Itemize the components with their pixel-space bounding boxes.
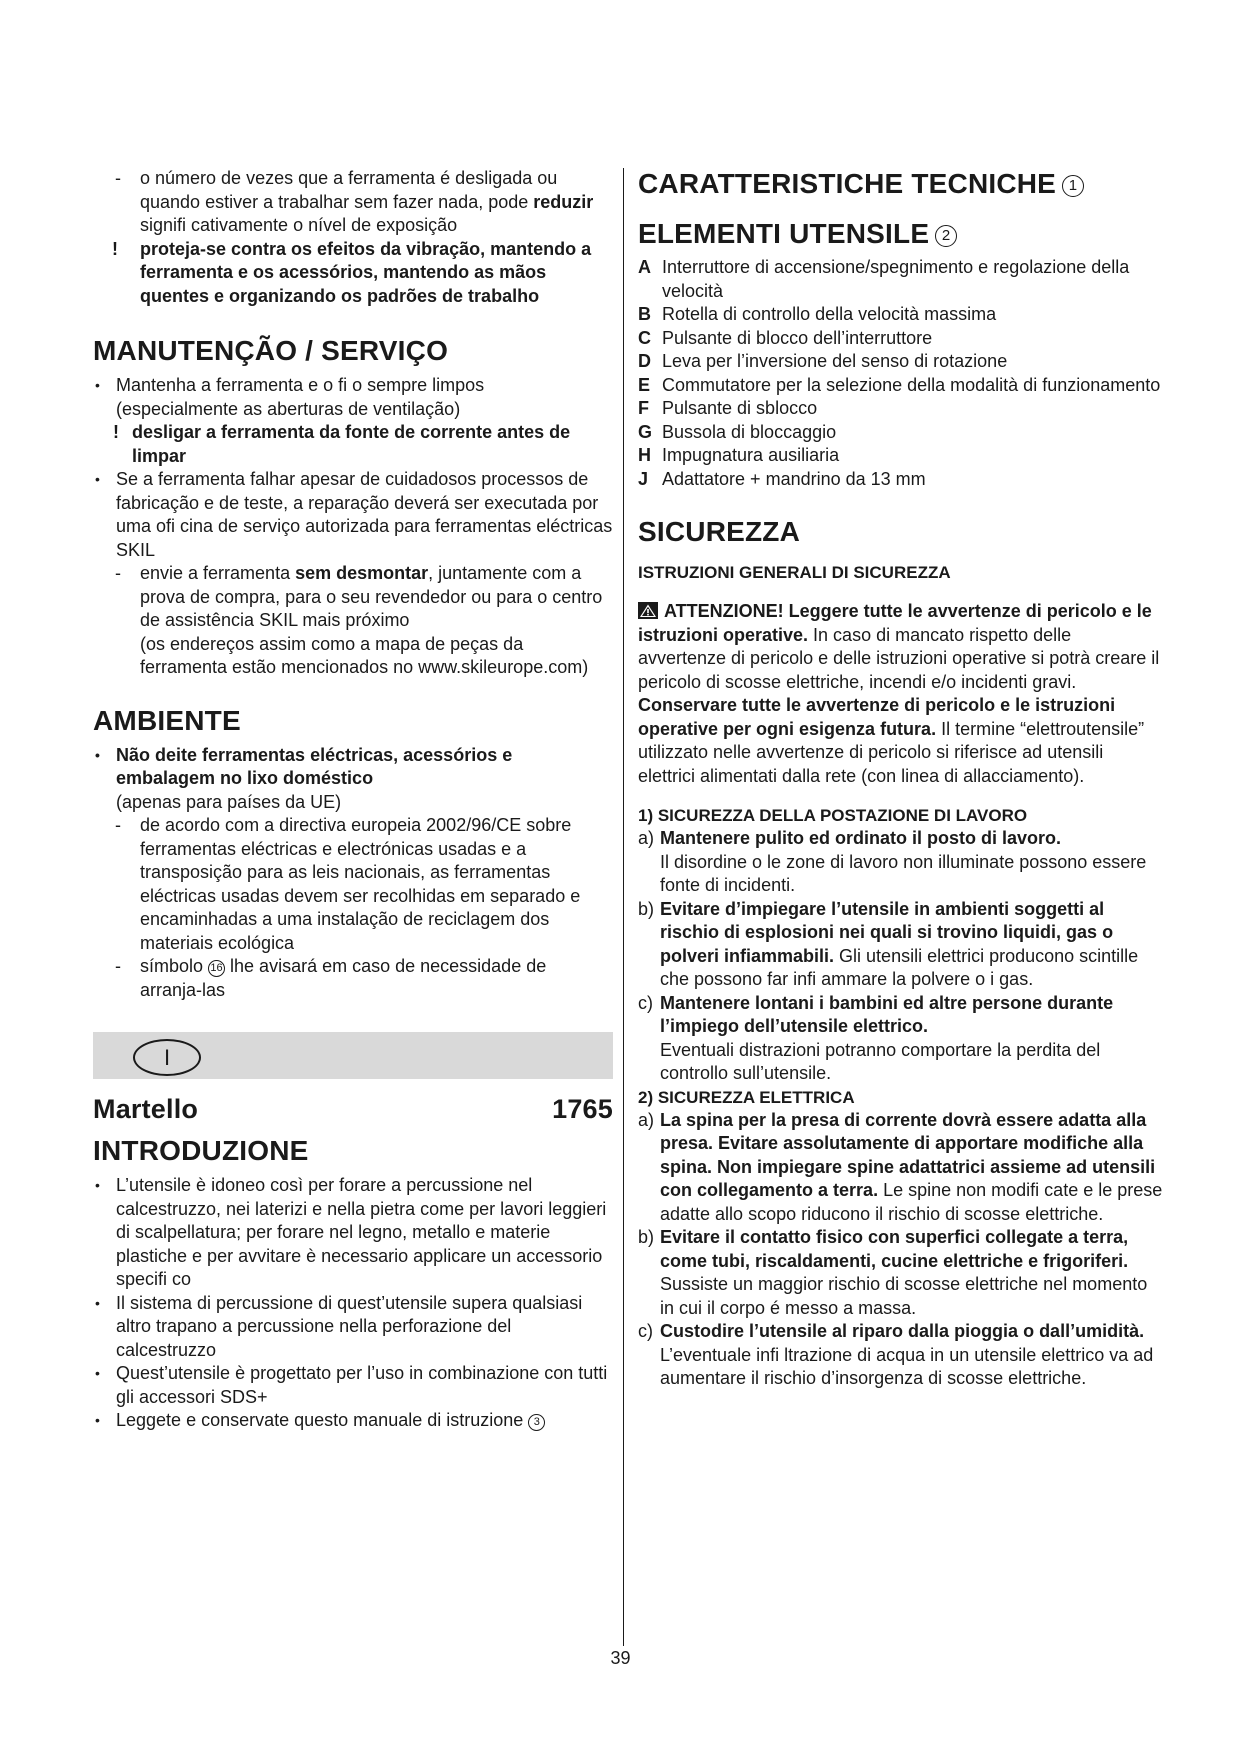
maintenance-heading: MANUTENÇÃO / SERVIÇO	[93, 335, 449, 366]
electrical-item-a: a) La spina per la presa di corrente dovrà essere adatta alla presa. Evitare assolutamente di apportare modifiche alla spina. Non impiegare spine adattatrici assieme ad utensili con collegamento a terra. Le spine non modifi cate e le prese adatte allo scopo riducono il rischio di scosse elettriche.	[638, 1109, 1163, 1224]
vibration-warning: ! proteja-se contra os efeitos da vibração, mantendo a ferramenta e os acessórios, mantendo as mãos quentes e organizando os padrões de trabalho	[112, 238, 592, 306]
manual-ref-icon: 3	[528, 1414, 545, 1431]
workplace-item-c: c) Mantenere lontani i bambini ed altre persone durante l’impiego dell’utensile elettrico. Eventuali distrazioni potranno comportare la perdita del controllo sull’utensile.	[638, 992, 1114, 1083]
element-item: B Rotella di controllo della velocità massima	[638, 304, 997, 324]
maintenance-bullet-2: • Se a ferramenta falhar apesar de cuidadosos processos de fabricação e de teste, a reparação deverá ser executada por uma ofi cina de serviço autorizada para ferramentas eléctricas SKIL	[95, 469, 613, 560]
environment-heading: AMBIENTE	[93, 704, 241, 736]
environment-dash-2: - símbolo 16 lhe avisará em caso de necessidade de arranja-las	[115, 956, 547, 1000]
intro-bullet-4: • Leggete e conservate questo manuale di istruzione 3	[93, 1409, 613, 1433]
maintenance-dash-item: - envie a ferramenta sem desmontar, juntamente com a prova de compra, para o seu revendedor ou para o centro de assistência SKIL mais próximo	[115, 563, 603, 630]
intro-bullet-3: • Quest’utensile è progettato per l’uso in combinazione con tutti gli accessori SDS+	[95, 1363, 608, 1407]
electrical-item-c: c) Custodire l’utensile al riparo dalla pioggia o dall’umidità. L’eventuale infi ltrazione di acqua in un utensile elettrico va ad aumentare il rischio d’insorgenza di scosse elettriche.	[638, 1321, 1154, 1388]
environment-bullet: • Não deite ferramentas eléctricas, acessórios e embalagem no lixo doméstico	[95, 744, 513, 788]
model-number: 1765	[552, 1094, 613, 1124]
intro-heading: INTRODUZIONE	[93, 1135, 309, 1166]
left-column	[93, 167, 613, 1433]
electrical-item-b: b) Evitare il contatto fisico con superfici collegate a terra, come tubi, riscaldamenti, cucine elettriche e frigoriferi. Sussiste un maggior rischio di scosse elettriche nel momento in cui il corpo é messo a massa.	[638, 1227, 1148, 1318]
column-divider	[623, 168, 624, 1646]
general-safety-heading: ISTRUZIONI GENERALI DI SICUREZZA	[638, 563, 951, 582]
general-warning-paragraph: ATTENZIONE! Leggere tutte le avvertenze di pericolo e le istruzioni operative. In caso di mancato rispetto delle avvertenze di pericolo e delle istruzioni operative si potrà creare il pericolo di scosse elettriche, incendi e/o incidenti gravi. Conservare tutte le avvertenze di pericolo e le istruzioni operative per ogni esigenza futura. Il termine “elettroutensile” utilizzato nelle avvertenze di pericolo si riferisce ad utensili elettrici alimentati dalla rete (con linea di allacciamento).	[638, 601, 1160, 786]
element-item: G Bussola di bloccaggio	[638, 421, 837, 442]
electrical-safety-heading: 2) SICUREZZA ELETTRICA	[638, 1087, 855, 1107]
maintenance-warning: ! desligar a ferramenta da fonte de corrente antes de limpar	[113, 422, 571, 466]
model-name: Martello	[93, 1094, 199, 1124]
page-number: 39	[610, 1648, 631, 1668]
element-item: F Pulsante di sblocco	[638, 398, 818, 418]
environment-dash-1: - de acordo com a directiva europeia 2002/96/CE sobre ferramentas eléctricas e electrónicas usadas e a transposição para as leis nacionais, as ferramentas eléctricas usadas devem ser recolhidas em separado e encaminhadas a uma instalação de reciclagem dos materiais ecológica	[115, 815, 581, 953]
element-item: E Commutatore per la selezione della modalità di funzionamento	[638, 374, 1161, 395]
model-title-row	[93, 1092, 613, 1126]
element-item: H Impugnatura ausiliaria	[638, 445, 840, 465]
warning-triangle-icon	[638, 602, 658, 619]
workplace-item-a: a) Mantenere pulito ed ordinato il posto di lavoro. Il disordine o le zone di lavoro non illuminate possono essere fonte di incidenti.	[638, 828, 1147, 895]
tech-specs-ref-icon: 1	[1062, 175, 1084, 197]
element-item: D Leva per l’inversione del senso di rotazione	[638, 351, 1008, 371]
language-bar	[93, 1032, 613, 1079]
intro-bullet-1: • L’utensile è idoneo così per forare a percussione nel calcestruzzo, nei laterizi e nella pietra come per lavori leggieri di scalpellatura; per forare nel legno, metallo e materie plastiche e per avvitare è necessario applicare un accessorio specifi co	[95, 1175, 607, 1289]
tool-elements-heading: ELEMENTI UTENSILE 2	[638, 217, 1163, 251]
element-item: J Adattatore + mandrino da 13 mm	[638, 468, 926, 489]
environment-bullet-sub: (apenas para países da UE)	[116, 791, 342, 812]
maintenance-dash-sub: (os endereços assim como a mapa de peças da ferramenta estão mencionados no www.skileurope.com)	[140, 633, 589, 677]
maintenance-bullet-1: • Mantenha a ferramenta e o fi o sempre limpos	[95, 375, 485, 395]
workplace-safety-heading: 1) SICUREZZA DELLA POSTAZIONE DI LAVORO	[638, 806, 1028, 825]
workplace-item-b: b) Evitare d’impiegare l’utensile in ambienti soggetti al rischio di esplosioni nei quali si trovino liquidi, gas o polveri infiammabili. Gli utensili elettrici producono scintille che possono far infi ammare la polvere o i gas.	[638, 898, 1139, 989]
elements-list	[638, 256, 1163, 491]
maintenance-bullet-1-sub: (especialmente as aberturas de ventilação)	[116, 398, 461, 419]
safety-heading: SICUREZZA	[638, 516, 801, 547]
tool-elements-ref-icon: 2	[935, 225, 957, 247]
vibration-dash-item: - o número de vezes que a ferramenta é desligada ou quando estiver a trabalhar sem fazer nada, pode reduzir signifi cativamente o nível de exposição	[115, 168, 594, 235]
right-column	[638, 167, 1163, 1391]
element-item: A Interruttore di accensione/spegnimento e regolazione della velocità	[638, 257, 1130, 301]
language-code-badge: I	[133, 1039, 201, 1076]
element-item: C Pulsante di blocco dell’interruttore	[638, 327, 933, 348]
tech-specs-heading: CARATTERISTICHE TECNICHE 1	[638, 167, 1163, 201]
intro-bullet-2: • Il sistema di percussione di quest’utensile supera qualsiasi altro trapano a percussione nella perforazione del calcestruzzo	[95, 1292, 583, 1360]
recycle-symbol-ref: 16	[208, 960, 225, 977]
